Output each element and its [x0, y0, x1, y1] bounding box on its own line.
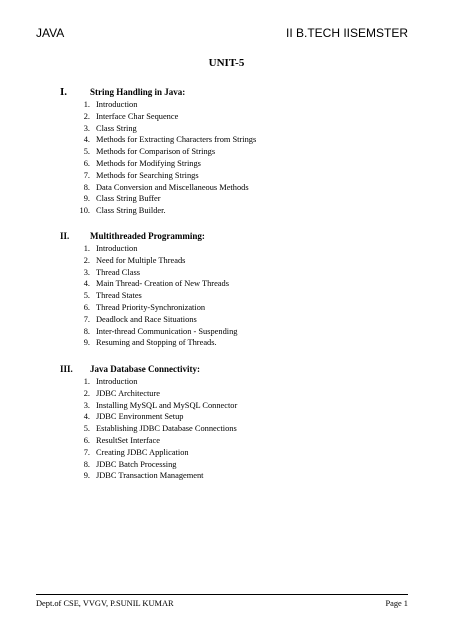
item-number: 9. [83, 338, 90, 348]
item-text: Methods for Searching Strings [96, 170, 199, 180]
item-number: 6. [83, 158, 90, 168]
item-number: 5. [83, 147, 90, 157]
list-item [60, 243, 420, 255]
list-item [60, 146, 420, 158]
list-item [60, 470, 420, 482]
item-text: JDBC Transaction Management [96, 471, 204, 481]
topic-list [60, 376, 420, 482]
list-item [60, 388, 420, 400]
list-item [60, 459, 420, 471]
item-text: Establishing JDBC Database Connections [96, 424, 237, 434]
list-item [60, 290, 420, 302]
section-title: Java Database Connectivity: [90, 364, 200, 374]
item-text: JDBC Environment Setup [96, 412, 184, 422]
item-number: 7. [83, 447, 90, 457]
item-text: JDBC Batch Processing [96, 459, 177, 469]
item-number: 3. [83, 267, 90, 277]
item-number: 1. [83, 244, 90, 253]
list-item [60, 123, 420, 135]
item-text: Class String Buffer [96, 194, 161, 204]
item-text: Installing MySQL and MySQL Connector [96, 400, 238, 410]
item-text: Thread Class [96, 267, 140, 277]
item-number: 5. [83, 291, 90, 301]
item-number: 2. [83, 255, 90, 265]
item-text: Deadlock and Race Situations [96, 314, 197, 324]
list-item [60, 170, 420, 182]
list-item [60, 255, 420, 267]
topic-list [60, 99, 420, 217]
section-multithreaded [60, 230, 420, 349]
item-text: Interface Char Sequence [96, 111, 179, 121]
list-item [60, 314, 420, 326]
list-item [60, 182, 420, 194]
item-text: Introduction [96, 244, 138, 253]
header-course: JAVA [36, 26, 65, 40]
list-item [60, 205, 420, 217]
section-heading [60, 230, 420, 243]
list-item [60, 99, 420, 111]
item-text: Methods for Comparison of Strings [96, 147, 216, 157]
list-item [60, 111, 420, 123]
item-text: Thread Priority-Synchronization [96, 302, 206, 312]
item-number: 10. [79, 206, 90, 216]
item-text: Main Thread- Creation of New Threads [96, 279, 229, 289]
item-text: Data Conversion and Miscellaneous Methods [96, 182, 249, 192]
section-number: I. [60, 86, 68, 98]
item-text: Thread States [96, 291, 142, 301]
item-number: 7. [83, 170, 90, 180]
topic-list [60, 243, 420, 349]
item-number: 6. [83, 435, 90, 445]
section-jdbc [60, 363, 420, 482]
item-number: 5. [83, 424, 90, 434]
list-item [60, 337, 420, 349]
item-text: ResultSet Interface [96, 435, 160, 445]
item-number: 3. [83, 123, 90, 133]
item-text: Creating JDBC Application [96, 447, 189, 457]
item-number: 9. [83, 194, 90, 204]
item-number: 8. [83, 326, 90, 336]
page-header [36, 26, 408, 40]
item-text: Methods for Extracting Characters from Strings [96, 135, 257, 145]
item-text: Resuming and Stopping of Threads. [96, 338, 217, 348]
list-item [60, 134, 420, 146]
item-number: 6. [83, 302, 90, 312]
section-title: Multithreaded Programming: [90, 231, 205, 241]
item-text: Introduction [96, 377, 138, 386]
list-item [60, 400, 420, 412]
item-number: 1. [83, 377, 90, 386]
item-text: Class String [96, 123, 137, 133]
list-item [60, 447, 420, 459]
item-text: Introduction [96, 100, 138, 109]
section-number: III. [60, 364, 73, 374]
header-semester: II B.TECH IISEMSTER [285, 26, 408, 40]
list-item [60, 411, 420, 423]
list-item [60, 193, 420, 205]
section-number: II. [60, 231, 70, 241]
section-heading [60, 363, 420, 376]
footer-author: Dept.of CSE, VVGV, P.SUNIL KUMAR [36, 599, 174, 608]
item-number: 4. [83, 135, 90, 145]
item-number: 4. [83, 412, 90, 422]
item-number: 7. [83, 314, 90, 324]
section-string-handling [60, 86, 420, 217]
section-title: String Handling in Java: [90, 87, 186, 97]
item-text: Class String Builder. [96, 206, 166, 216]
section-heading [60, 86, 420, 99]
item-number: 2. [83, 388, 90, 398]
item-number: 8. [83, 182, 90, 192]
item-number: 9. [83, 471, 90, 481]
list-item [60, 326, 420, 338]
page-number: Page 1 [385, 599, 408, 608]
list-item [60, 423, 420, 435]
list-item [60, 278, 420, 290]
list-item [60, 376, 420, 388]
list-item [60, 435, 420, 447]
item-text: Inter-thread Communication - Suspending [96, 326, 238, 336]
list-item [60, 302, 420, 314]
item-text: Need for Multiple Threads [96, 255, 186, 265]
item-number: 2. [83, 111, 90, 121]
list-item [60, 267, 420, 279]
item-number: 8. [83, 459, 90, 469]
item-number: 3. [83, 400, 90, 410]
page-footer [36, 598, 408, 610]
unit-title: UNIT-5 [208, 57, 245, 69]
item-number: 1. [83, 100, 90, 109]
item-text: Methods for Modifying Strings [96, 158, 201, 168]
list-item [60, 158, 420, 170]
footer-divider [36, 594, 408, 595]
item-number: 4. [83, 279, 90, 289]
item-text: JDBC Architecture [96, 388, 160, 398]
